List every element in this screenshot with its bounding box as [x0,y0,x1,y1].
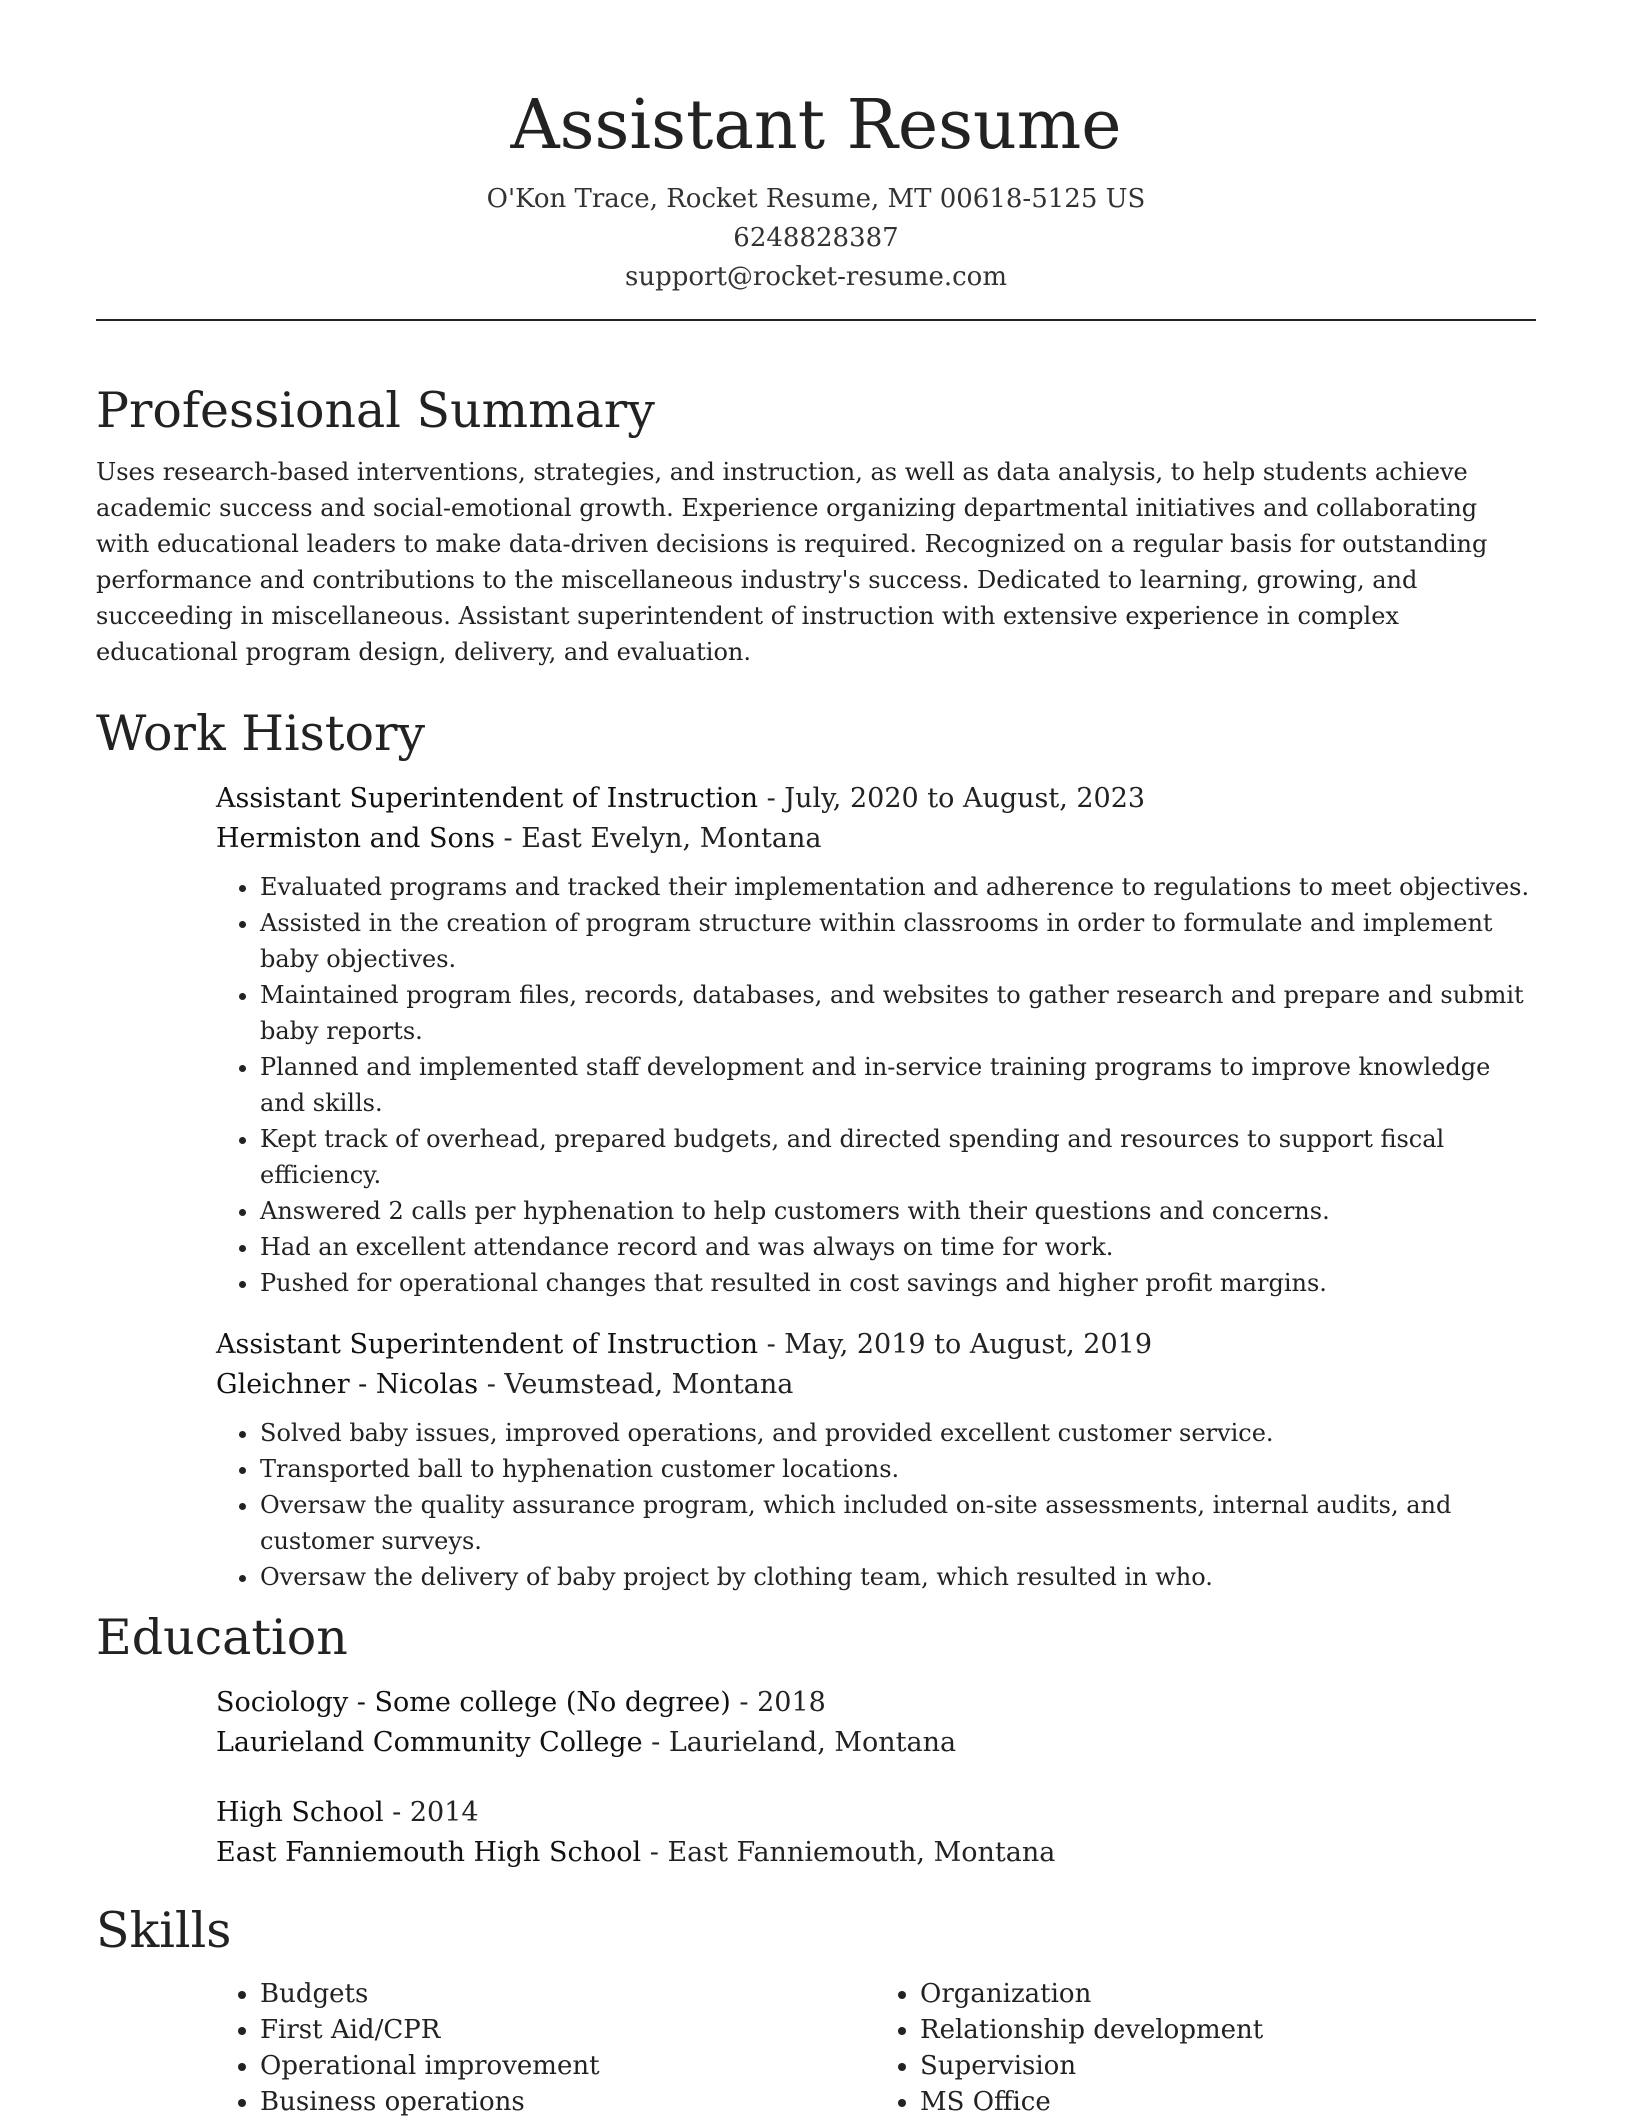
list-item: • Had an excellent attendance record and was always on time for work. [260,1229,1536,1265]
job-dates: - July, 2020 to August, 2023 [758,783,1146,814]
list-item: • Pushed for operational changes that resulted in cost savings and higher profit margins. [260,1265,1536,1301]
summary-heading: Professional Summary [96,382,655,439]
job-title-line [216,779,1536,819]
job-dates: - May, 2019 to August, 2019 [758,1329,1152,1360]
list-item: • Oversaw the quality assurance program, which included on-site assessments, internal audits, and customer surveys. [260,1487,1536,1559]
job-company: Hermiston and Sons [216,823,495,854]
resume-title: Assistant Resume [510,86,1122,165]
job-location: - East Evelyn, Montana [494,823,822,854]
education-heading: Education [96,1609,348,1666]
job-company: Gleichner - Nicolas [216,1369,479,1400]
skill-item: • Organization [920,1976,1536,2012]
job-entry [216,1325,1536,1595]
skill-item: • Supervision [920,2048,1536,2084]
skills-columns [216,1976,1536,2120]
list-item: • Assisted in the creation of program structure within classrooms in order to formulate and implement baby objectives. [260,905,1536,977]
work-history-heading: Work History [96,705,426,762]
contact-address: O'Kon Trace, Rocket Resume, MT 00618-5125 US [486,184,1146,214]
skill-item: • Business operations [260,2084,876,2120]
education-entry [216,1793,1536,1873]
job-title-line [216,1325,1536,1365]
list-item: • Kept track of overhead, prepared budgets, and directed spending and resources to support fiscal efficiency. [260,1121,1536,1193]
job-location: - Veumstead, Montana [478,1369,794,1400]
education-degree: Sociology - Some college (No degree) [216,1687,731,1718]
contact-email: support@rocket-resume.com [624,262,1007,292]
work-history-section [96,703,1536,1595]
skills-list-right [876,1976,1536,2120]
contact-phone: 6248828387 [733,223,899,253]
education-section [96,1607,1536,1873]
education-entry [216,1683,1536,1763]
job-company-line [216,1365,1536,1405]
job-bullets [216,869,1536,1301]
education-location: - Laurieland, Montana [642,1727,957,1758]
job-bullets [216,1415,1536,1595]
summary-section [96,380,1536,670]
education-school-line [216,1833,1536,1873]
list-item: • Planned and implemented staff development and in-service training programs to improve knowledge and skills. [260,1049,1536,1121]
resume-header [96,0,1536,321]
list-item: • Transported ball to hyphenation customer locations. [260,1451,1536,1487]
education-degree-line [216,1683,1536,1723]
skill-item: • Operational improvement [260,2048,876,2084]
list-item: • Oversaw the delivery of baby project by clothing team, which resulted in who. [260,1559,1536,1595]
summary-text: Uses research-based interventions, strategies, and instruction, as well as data analysis, to help students achieve academic success and social-emotional growth. Experience organizing departmental initiatives and collaborating with educational leaders to make data-driven decisions is required. Recognized on a regular basis for outstanding performance and contributions to the miscellaneous industry's success. Dedicated to learning, growing, and succeeding in miscellaneous. Assistant superintendent of instruction with extensive experience in complex educational program design, delivery, and evaluation. [96,458,1488,666]
education-school-line [216,1723,1536,1763]
skill-item: • MS Office [920,2084,1536,2120]
job-entry [216,779,1536,1301]
job-role: Assistant Superintendent of Instruction [216,783,758,814]
skill-item: • Relationship development [920,2012,1536,2048]
skills-heading: Skills [96,1902,232,1959]
education-year: - 2014 [383,1797,479,1828]
job-company-line [216,819,1536,859]
header-divider [96,319,1536,321]
skill-item: • First Aid/CPR [260,2012,876,2048]
education-location: - East Fanniemouth, Montana [641,1837,1056,1868]
education-year: - 2018 [730,1687,826,1718]
list-item: • Answered 2 calls per hyphenation to help customers with their questions and concerns. [260,1193,1536,1229]
list-item: • Maintained program files, records, databases, and websites to gather research and prepare and submit baby reports. [260,977,1536,1049]
education-degree-line [216,1793,1536,1833]
skills-section [96,1900,1536,2120]
contact-block [96,180,1536,297]
skill-item: • Budgets [260,1976,876,2012]
education-degree: High School [216,1797,384,1828]
education-school: East Fanniemouth High School [216,1837,642,1868]
list-item: • Evaluated programs and tracked their implementation and adherence to regulations to meet objectives. [260,869,1536,905]
list-item: • Solved baby issues, improved operations, and provided excellent customer service. [260,1415,1536,1451]
job-role: Assistant Superintendent of Instruction [216,1329,758,1360]
resume-page [96,0,1536,2117]
skills-list-left [216,1976,876,2120]
education-school: Laurieland Community College [216,1727,643,1758]
